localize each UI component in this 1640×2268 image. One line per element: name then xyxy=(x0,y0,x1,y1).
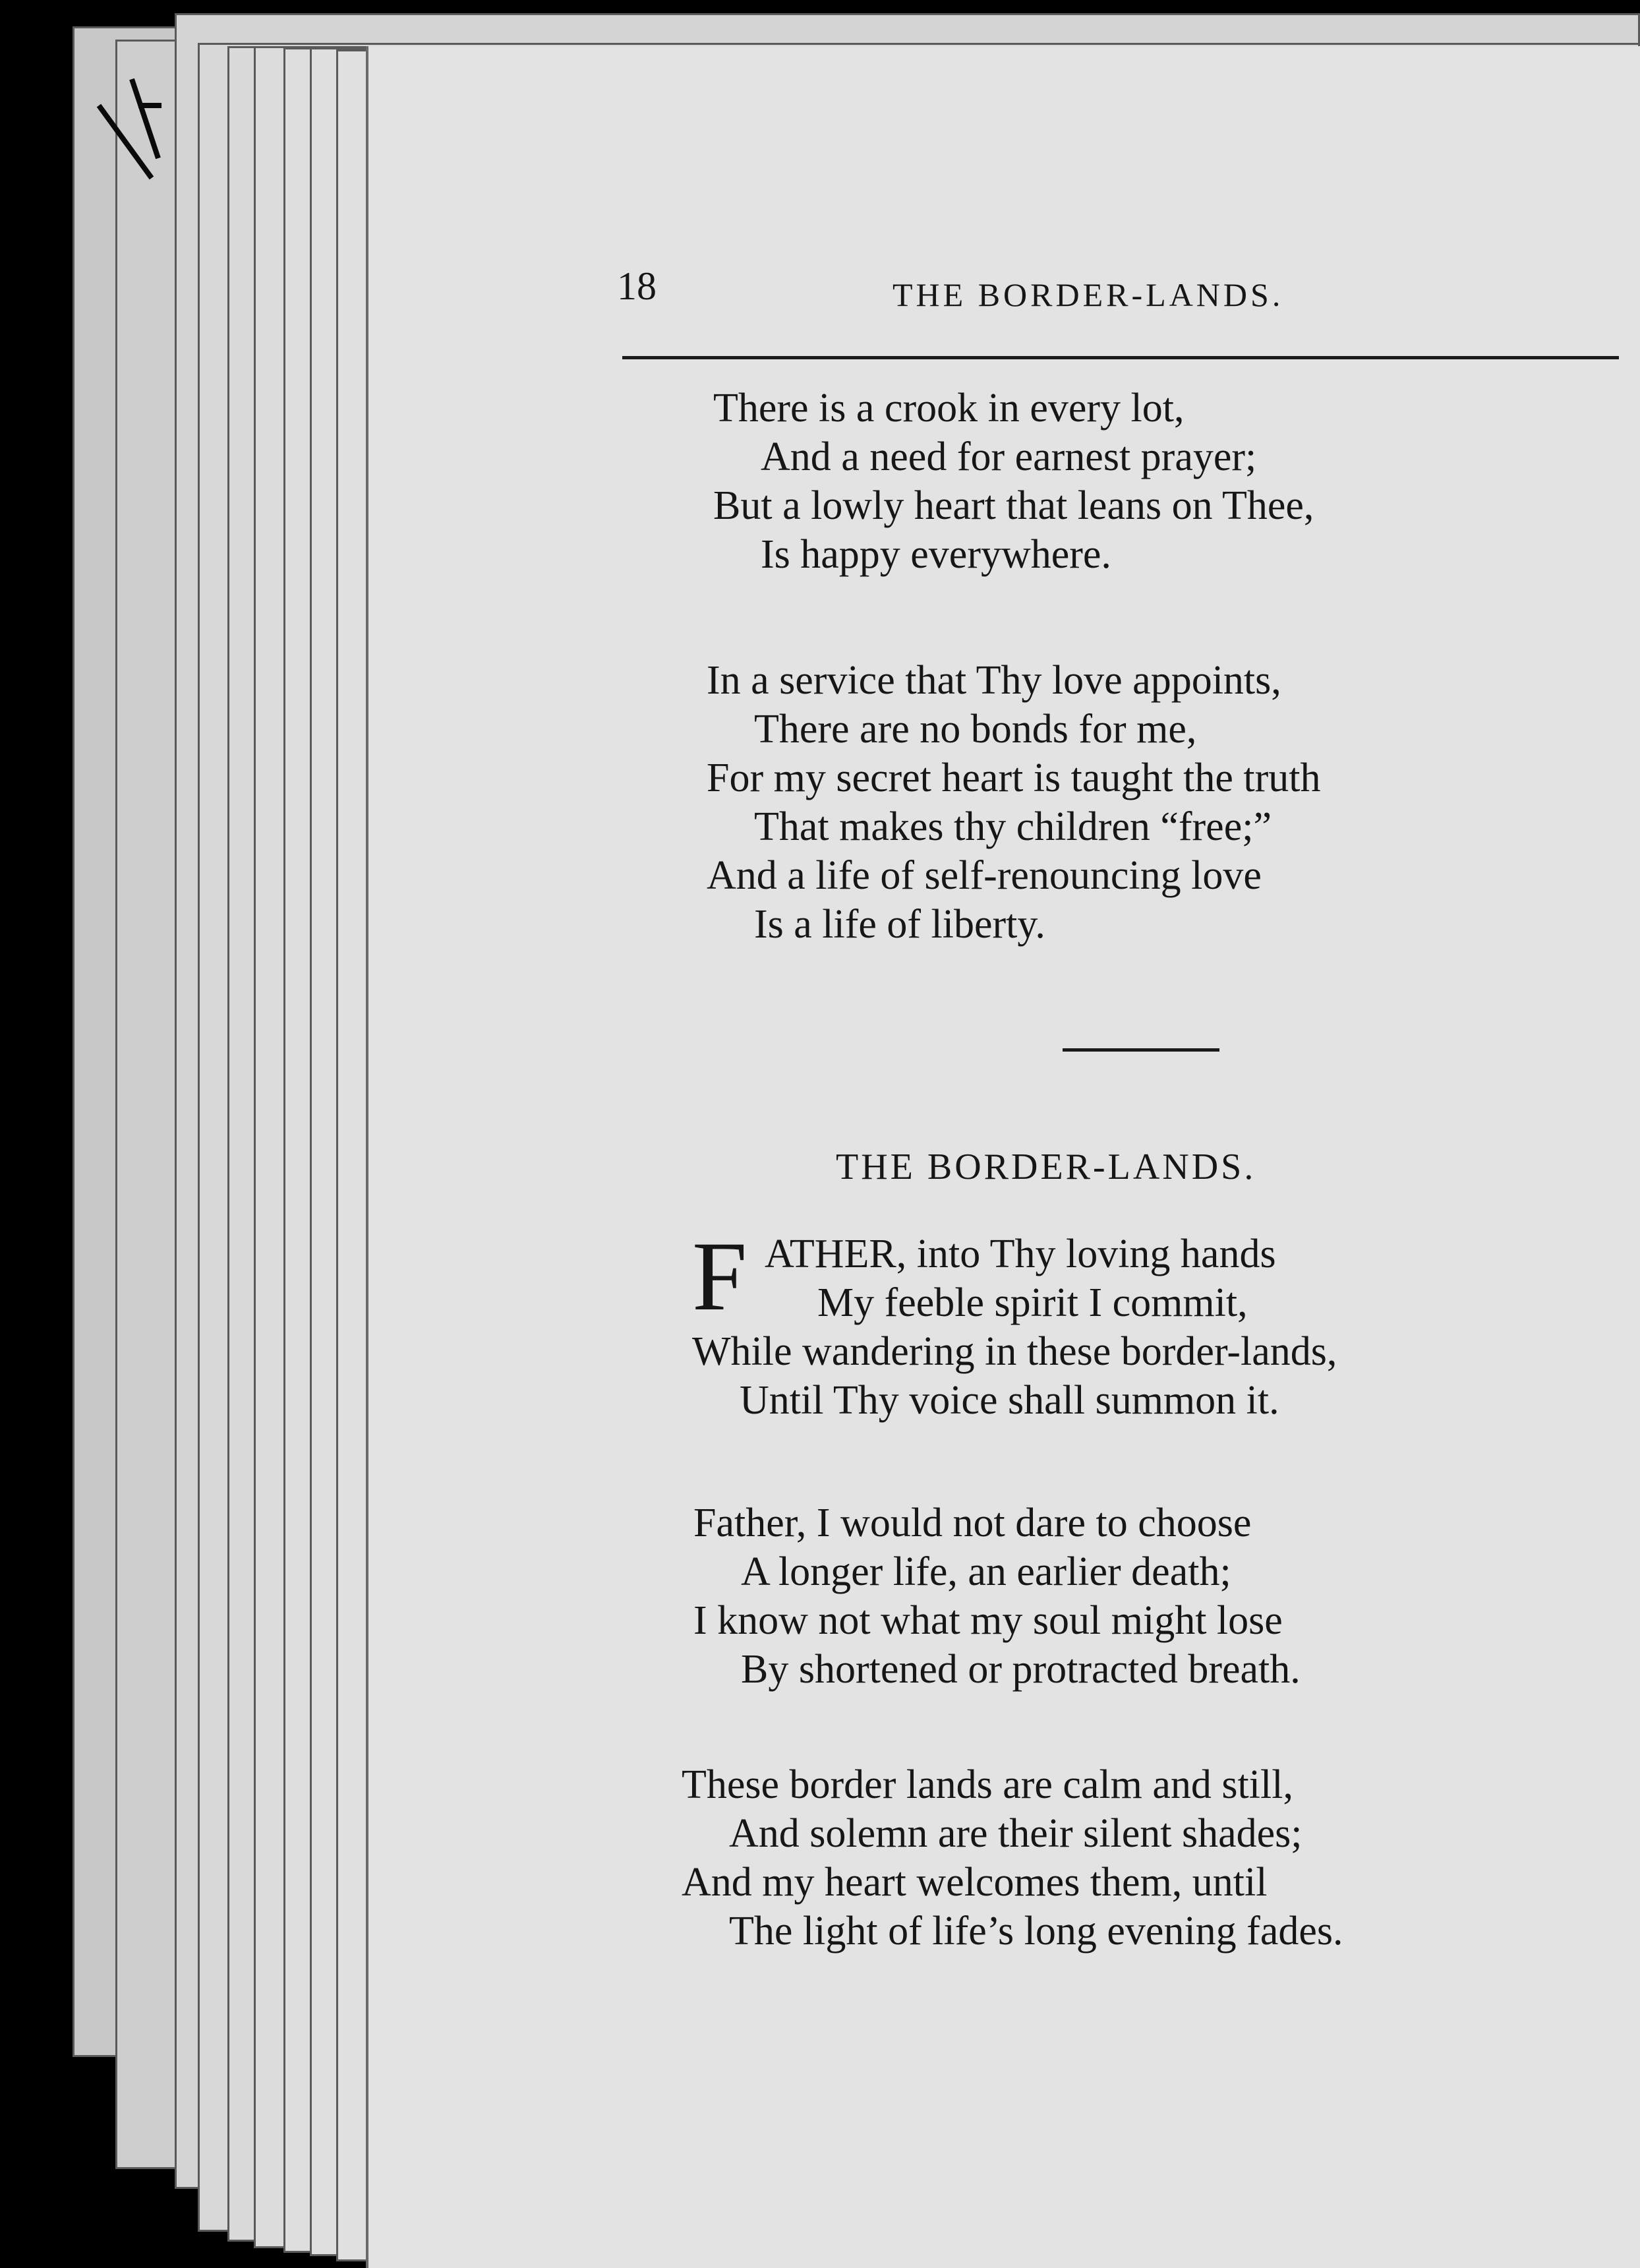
verse-line: Father, I would not dare to choose xyxy=(693,1501,1252,1545)
verse-line: But a lowly heart that leans on Thee, xyxy=(713,483,1314,528)
poem-title: THE BORDER-LANDS. xyxy=(836,1147,1256,1187)
verse-line: Until Thy voice shall summon it. xyxy=(740,1378,1279,1423)
verse-line: These border lands are calm and still, xyxy=(682,1762,1293,1807)
verse-line: And a need for earnest prayer; xyxy=(761,434,1257,479)
pen-mark-icon xyxy=(92,66,171,198)
stanza xyxy=(692,1222,1337,1425)
verse-line: For my secret heart is taught the truth xyxy=(707,756,1321,800)
section-divider xyxy=(1063,1048,1219,1052)
verse-line: There is a crook in every lot, xyxy=(713,386,1185,431)
page-number: 18 xyxy=(617,264,657,308)
stanza xyxy=(682,1760,1343,1955)
stanza xyxy=(693,1499,1301,1694)
drop-cap: F xyxy=(692,1222,747,1331)
verse-line: There are no bonds for me, xyxy=(754,707,1197,752)
verse-line: Is a life of liberty. xyxy=(754,902,1045,947)
first-line-text: ATHER, into Thy loving hands xyxy=(765,1232,1276,1276)
verse-line: While wandering in these border-lands, xyxy=(692,1329,1337,1374)
running-head: THE BORDER-LANDS. xyxy=(893,276,1284,313)
stanza xyxy=(713,384,1314,579)
verse-line: I know not what my soul might lose xyxy=(693,1598,1283,1643)
verse-line: By shortened or protracted breath. xyxy=(741,1647,1301,1692)
verse-line: And my heart welcomes them, until xyxy=(682,1860,1268,1905)
verse-line: In a service that Thy love appoints, xyxy=(707,658,1281,703)
stanza xyxy=(707,656,1320,949)
verse-line: A longer life, an earlier death; xyxy=(741,1549,1231,1594)
page-header xyxy=(617,264,1619,323)
verse-line: Is happy everywhere. xyxy=(761,532,1111,577)
verse-line: And solemn are their silent shades; xyxy=(729,1811,1303,1856)
header-rule xyxy=(622,356,1619,359)
verse-line: The light of life’s long evening fades. xyxy=(729,1909,1343,1954)
verse-line: My feeble spirit I commit, xyxy=(817,1280,1248,1325)
verse-line: That makes thy children “free;” xyxy=(754,804,1272,849)
verse-line: And a life of self-renouncing love xyxy=(707,853,1262,898)
